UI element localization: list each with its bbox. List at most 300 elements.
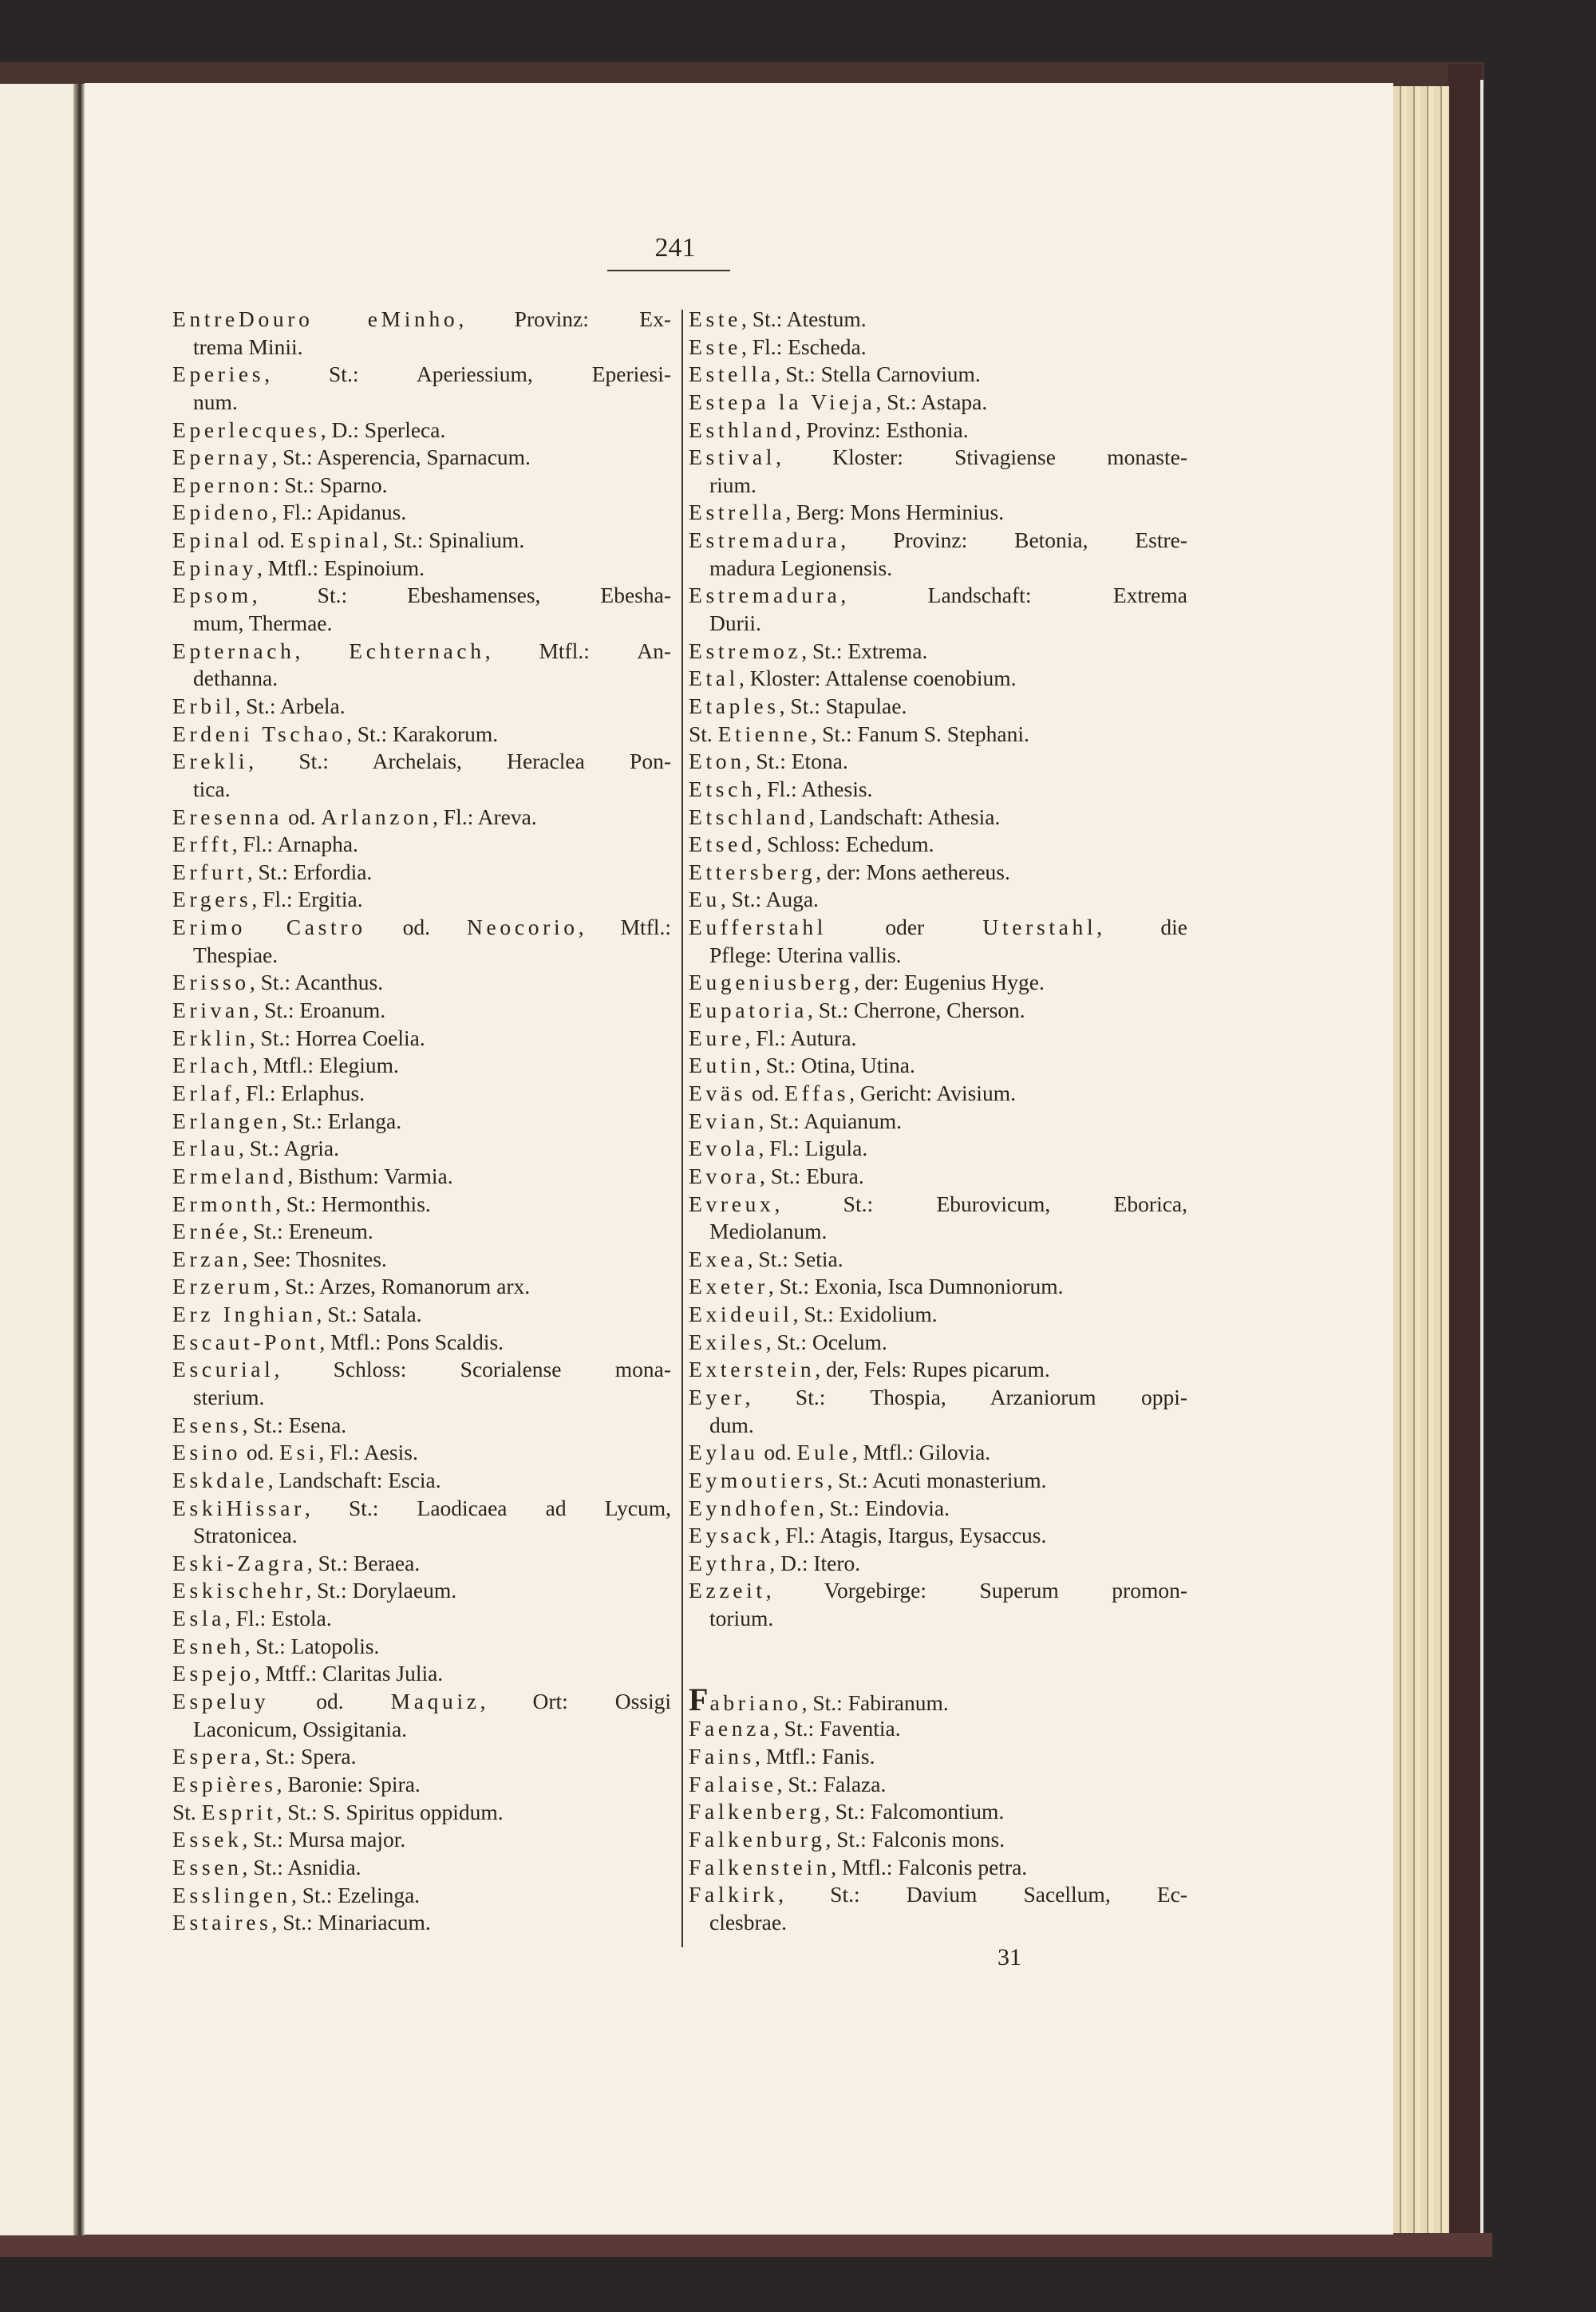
- dictionary-entry: [689, 804, 1187, 832]
- dictionary-entry: [172, 306, 671, 361]
- headword: Maquiz: [390, 1689, 480, 1714]
- headword: Espeluy: [172, 1689, 270, 1714]
- dictionary-entry: [172, 499, 671, 527]
- headword: Erlach: [172, 1053, 252, 1078]
- dictionary-entry: [172, 1301, 671, 1329]
- headword: Espera: [172, 1744, 255, 1769]
- definition-text: , Mtfl.: Fanis.: [754, 1744, 875, 1769]
- dictionary-entry: [689, 886, 1187, 914]
- headword: Eski-Zagra: [172, 1550, 307, 1575]
- entry-line: [172, 444, 671, 472]
- headword: Evora: [689, 1163, 760, 1188]
- dictionary-entry: [689, 582, 1187, 637]
- headword: Effas: [784, 1080, 850, 1105]
- definition-text: , St.: Exonia, Isca Dumnoniorum.: [768, 1274, 1064, 1299]
- headword: EntreDouro eMinho: [172, 306, 459, 331]
- entry-line: [172, 831, 671, 859]
- definition-text: , St.: Agria.: [238, 1136, 339, 1161]
- definition-text: , St.: Fanum S. Stephani.: [811, 721, 1029, 746]
- entry-line: [689, 638, 1187, 666]
- headword: Esens: [172, 1412, 243, 1437]
- entry-line: [689, 1439, 1187, 1467]
- headword: Fains: [689, 1744, 755, 1769]
- headword: Eskdale: [172, 1467, 268, 1492]
- entry-line: [172, 306, 671, 334]
- headword: Ermonth: [172, 1191, 275, 1216]
- headword: Eton: [689, 749, 745, 774]
- headword: Espejo: [172, 1661, 255, 1686]
- definition-text: , Mtfl.: Gilovia.: [851, 1440, 991, 1465]
- header-rule: [607, 270, 730, 271]
- dictionary-entry: [172, 1743, 671, 1771]
- headword: Eure: [689, 1025, 745, 1050]
- headword: Erfurt: [172, 859, 247, 884]
- definition-text: Thespiae.: [193, 942, 279, 967]
- definition-text: , St.: Horrea Coelia.: [249, 1025, 425, 1050]
- dictionary-entry: [172, 1080, 671, 1108]
- dictionary-entry: [172, 1412, 671, 1440]
- definition-text: od.: [251, 528, 290, 553]
- dictionary-entry: [689, 1715, 1187, 1743]
- definition-text: , St.: Ereneum.: [242, 1219, 373, 1244]
- definition-text: , St.: Falcomontium.: [824, 1799, 1005, 1824]
- headword: Etsch: [689, 776, 757, 801]
- dictionary-entry: [172, 1688, 671, 1743]
- definition-text: , St.: Auga.: [720, 887, 819, 912]
- entry-line: [689, 1246, 1187, 1274]
- definition-text: , St.: Atestum.: [741, 306, 867, 331]
- headword: Uterstahl: [982, 915, 1097, 940]
- entry-continuation: [172, 334, 671, 362]
- definition-text: , St.: Astapa.: [875, 389, 988, 414]
- definition-text: , St.: Esena.: [242, 1412, 347, 1437]
- entry-line: [689, 1826, 1187, 1854]
- dictionary-entry: [172, 831, 671, 859]
- definition-text: tica.: [193, 776, 231, 801]
- headword: Esino: [172, 1440, 242, 1465]
- definition-text: , St.: Etona.: [745, 749, 848, 774]
- headword: Eutin: [689, 1053, 755, 1078]
- dictionary-entry: [172, 1909, 671, 1937]
- headword: Espinal: [290, 528, 383, 553]
- definition-text: , St.: Eindovia.: [818, 1495, 950, 1520]
- headword: EskiHissar: [172, 1495, 305, 1520]
- dictionary-entry: [689, 444, 1187, 499]
- headword: Evreux: [689, 1191, 775, 1216]
- entry-line: [172, 1080, 671, 1108]
- entry-line: [172, 472, 671, 500]
- entry-list: [689, 306, 1187, 1633]
- dictionary-entry: [172, 417, 671, 445]
- dictionary-entry: [172, 1799, 671, 1827]
- headword: Epternach: [172, 638, 295, 663]
- entry-line: [689, 1356, 1187, 1384]
- dictionary-entry: [689, 693, 1187, 721]
- definition-text: , St.: Aperiessium, Eperiesi-: [264, 362, 671, 387]
- entry-line: [689, 1522, 1187, 1550]
- definition-text: Mediolanum.: [709, 1219, 828, 1244]
- headword: Esi: [279, 1440, 319, 1465]
- dictionary-entry: [689, 1550, 1187, 1578]
- entry-line: [172, 1688, 671, 1716]
- headword: Etschland: [689, 804, 809, 829]
- dictionary-entry: [172, 859, 671, 887]
- dictionary-entry: [689, 1854, 1187, 1882]
- definition-text: , St.: Asperencia, Sparnacum.: [271, 445, 531, 470]
- entry-line: [689, 1771, 1187, 1799]
- entry-line: [689, 1025, 1187, 1053]
- definition-text: , St.: Laodicaea ad Lycum,: [304, 1495, 671, 1520]
- entry-line: [689, 306, 1187, 334]
- dictionary-entry: [689, 1135, 1187, 1163]
- headword: Estella: [689, 362, 775, 387]
- headword: Exeter: [689, 1274, 768, 1299]
- entry-line: [689, 1577, 1187, 1605]
- headword: Echternach: [349, 638, 485, 663]
- definition-text: , Fl.: Arnapha.: [231, 832, 358, 857]
- dictionary-entry: [689, 1743, 1187, 1771]
- dictionary-entry: [689, 969, 1187, 997]
- entry-line: [689, 804, 1187, 832]
- headword: Eväs: [689, 1080, 747, 1105]
- headword: Eu: [689, 887, 721, 912]
- entry-line: [689, 444, 1187, 472]
- definition-text: Laconicum, Ossigitania.: [193, 1716, 408, 1741]
- entry-line: [689, 1163, 1187, 1191]
- headword: Evola: [689, 1136, 759, 1161]
- entry-line: [689, 1467, 1187, 1495]
- definition-text: , St.: Ebeshamenses, Ebesha-: [251, 583, 671, 608]
- headword: Erlau: [172, 1136, 239, 1161]
- entry-line: [172, 527, 671, 555]
- entry-line: [172, 1909, 671, 1937]
- definition-text: , Fl.: Ergitia.: [251, 887, 363, 912]
- left-column: [172, 306, 671, 1937]
- definition-text: , St.: Eburovicum, Eborica,: [774, 1191, 1187, 1216]
- entry-line: [172, 582, 671, 610]
- dictionary-entry: [689, 1163, 1187, 1191]
- headword: Eylau: [689, 1440, 759, 1465]
- definition-text: St.: [689, 721, 718, 746]
- entry-line: [689, 859, 1187, 887]
- dictionary-entry: [689, 1246, 1187, 1274]
- definition-text: , Gericht: Avisium.: [849, 1080, 1016, 1105]
- dictionary-entry: [689, 1771, 1187, 1799]
- entry-line: [689, 1384, 1187, 1412]
- headword: Esla: [172, 1606, 226, 1631]
- definition-text: , Mtfl.: An-: [484, 638, 671, 663]
- definition-text: dum.: [709, 1412, 754, 1437]
- headword: Falkirk: [689, 1882, 779, 1907]
- headword: Eule: [796, 1440, 852, 1465]
- definition-text: trema Minii.: [193, 334, 303, 359]
- entry-line: [689, 1108, 1187, 1136]
- definition-text: , St.: Ocelum.: [765, 1329, 887, 1354]
- headword: Escurial: [172, 1357, 275, 1382]
- headword: Eythra: [689, 1550, 770, 1575]
- headword: Erimo Castro: [172, 915, 366, 940]
- entry-continuation: [689, 610, 1187, 638]
- definition-text: , St.: Arzes, Romanorum arx.: [274, 1274, 531, 1299]
- dictionary-entry: [689, 776, 1187, 804]
- definition-text: , Schloss: Echedum.: [756, 832, 934, 857]
- entry-line: [172, 1771, 671, 1799]
- book-gutter: [73, 84, 85, 2235]
- entry-line: [689, 1881, 1187, 1909]
- headword: Eufferstahl: [689, 915, 828, 940]
- definition-text: Stratonicea.: [193, 1523, 298, 1548]
- definition-text: : St.: Sparno.: [272, 472, 388, 497]
- headword: Etal: [689, 666, 739, 691]
- entry-line: [689, 1495, 1187, 1523]
- headword: Erbil: [172, 693, 235, 718]
- headword: Falkenstein: [689, 1854, 832, 1879]
- dictionary-entry: [172, 444, 671, 472]
- headword: Este: [689, 306, 742, 331]
- dictionary-entry: [689, 748, 1187, 776]
- dictionary-entry: [689, 638, 1187, 666]
- headword: Estremoz: [689, 638, 802, 663]
- definition-text: , St.: Exidolium.: [792, 1302, 938, 1327]
- definition-text: , St.: Acuti monasterium.: [827, 1467, 1047, 1492]
- definition-text: clesbrae.: [709, 1909, 787, 1935]
- entry-line: [172, 499, 671, 527]
- dictionary-entry: [172, 1660, 671, 1688]
- dictionary-entry: [172, 1329, 671, 1357]
- headword: Epinal: [172, 528, 252, 553]
- definition-text: num.: [193, 389, 238, 414]
- entry-line: [689, 1715, 1187, 1743]
- column-divider: [681, 310, 683, 1947]
- headword: Erzan: [172, 1246, 243, 1271]
- entry-line: [689, 831, 1187, 859]
- definition-text: , St.: Falaza.: [776, 1771, 887, 1796]
- dictionary-entry: [172, 1025, 671, 1053]
- headword: Escaut-Pont: [172, 1329, 320, 1354]
- entry-line: [689, 1135, 1187, 1163]
- definition-text: , Bisthum: Varmia.: [287, 1163, 453, 1188]
- dictionary-entry: [172, 693, 671, 721]
- dictionary-entry: [172, 1108, 671, 1136]
- entry-continuation: [172, 389, 671, 417]
- headword: Arlanzon: [321, 804, 433, 829]
- headword: Esslingen: [172, 1882, 292, 1907]
- dictionary-entry: [689, 499, 1187, 527]
- definition-text: , Landschaft: Athesia.: [808, 804, 1001, 829]
- dictionary-entry: [172, 1550, 671, 1578]
- entry-line: [172, 1495, 671, 1523]
- entry-line: [172, 417, 671, 445]
- definition-text: , St.: Latopolis.: [244, 1633, 380, 1658]
- dictionary-entry: [689, 417, 1187, 445]
- entry-line: [172, 1025, 671, 1053]
- definition-text: , Fl.: Escheda.: [741, 334, 867, 359]
- entry-line: [172, 361, 671, 389]
- entry-line: [172, 1439, 671, 1467]
- dictionary-entry: [689, 1384, 1187, 1439]
- entry-continuation: [689, 1605, 1187, 1633]
- definition-text: od.: [282, 804, 322, 829]
- dictionary-entry: [689, 1329, 1187, 1357]
- dictionary-entry: [172, 1246, 671, 1274]
- entry-line: [689, 1080, 1187, 1108]
- entry-line: [172, 721, 671, 749]
- headword: Erfft: [172, 832, 232, 857]
- headword: Essek: [172, 1827, 243, 1852]
- definition-text: , Mtfl.: Elegium.: [251, 1053, 399, 1078]
- entry-line: [172, 1577, 671, 1605]
- definition-text: , St.: Acanthus.: [249, 970, 384, 995]
- entry-line: [172, 1356, 671, 1384]
- entry-line: [689, 748, 1187, 776]
- dictionary-entry: [689, 721, 1187, 749]
- definition-text: , Fl.: Ligula.: [758, 1136, 868, 1161]
- entry-line: [689, 721, 1187, 749]
- headword: Erlangen: [172, 1108, 282, 1133]
- dictionary-entry: [172, 1495, 671, 1550]
- dictionary-entry: [689, 1273, 1187, 1301]
- headword: Epernon: [172, 472, 273, 497]
- entry-line: [689, 361, 1187, 389]
- dictionary-entry: [689, 1108, 1187, 1136]
- headword: Faenza: [689, 1716, 773, 1741]
- entry-line: [172, 1273, 671, 1301]
- dictionary-entry: [689, 831, 1187, 859]
- dictionary-entry: [172, 1163, 671, 1191]
- headword: Epideno: [172, 500, 272, 525]
- definition-text: , St.: Thospia, Arzaniorum oppi-: [745, 1384, 1187, 1409]
- dictionary-entry: [172, 1273, 671, 1301]
- headword: Este: [689, 334, 742, 359]
- definition-text: , St.: Ebura.: [760, 1163, 864, 1188]
- dictionary-entry: [172, 527, 671, 555]
- entry-line: [689, 1743, 1187, 1771]
- definition-text: , St.: Aquianum.: [758, 1108, 903, 1133]
- entry-line: [172, 1301, 671, 1329]
- entry-line: [172, 997, 671, 1025]
- dictionary-entry: [689, 389, 1187, 417]
- book-cover-bottom: [0, 2233, 1492, 2257]
- entry-line: [172, 1052, 671, 1080]
- dictionary-entry: [689, 1495, 1187, 1523]
- definition-text: , St.: Stella Carnovium.: [774, 362, 981, 387]
- dictionary-entry: [172, 804, 671, 832]
- entry-line: [689, 1191, 1187, 1219]
- dictionary-entry: [689, 1025, 1187, 1053]
- entry-line: [172, 1163, 671, 1191]
- dictionary-entry: [172, 1052, 671, 1080]
- entry-line: [172, 1218, 671, 1246]
- definition-text: , St.: Otina, Utina.: [754, 1053, 915, 1078]
- definition-text: , D.: Itero.: [769, 1550, 861, 1575]
- dictionary-entry: [689, 1798, 1187, 1826]
- definition-text: , Fl.: Areva.: [433, 804, 537, 829]
- headword: Estival: [689, 445, 776, 470]
- headword: Eskischehr: [172, 1578, 306, 1603]
- dictionary-entry: [172, 886, 671, 914]
- definition-text: , der: Mons aethereus.: [816, 859, 1010, 884]
- definition-text: mum, Thermae.: [193, 611, 333, 636]
- entry-continuation: [172, 776, 671, 804]
- headword: Estrella: [689, 500, 786, 525]
- headword: Ezzeit: [689, 1578, 766, 1603]
- dictionary-entry: [689, 665, 1187, 693]
- entry-line: [689, 417, 1187, 445]
- definition-text: , Fl.: Apidanus.: [271, 500, 407, 525]
- entry-line: [172, 1329, 671, 1357]
- entry-line: [689, 1854, 1187, 1882]
- entry-line: [172, 859, 671, 887]
- definition-text: od.: [758, 1440, 797, 1465]
- entry-continuation: [172, 610, 671, 638]
- entry-line: [172, 1412, 671, 1440]
- dictionary-entry: [689, 1826, 1187, 1854]
- definition-text: madura Legionensis.: [709, 555, 893, 580]
- entry-line: [172, 1660, 671, 1688]
- definition-text: , der: Eugenius Hyge.: [853, 970, 1045, 995]
- entry-line: [689, 499, 1187, 527]
- entry-line: [172, 1743, 671, 1771]
- entry-continuation: [689, 1909, 1187, 1937]
- entry-continuation: [172, 1716, 671, 1744]
- headword: Esneh: [172, 1633, 245, 1658]
- headword: Erekli: [172, 749, 249, 774]
- definition-text: torium.: [709, 1606, 774, 1631]
- definition-text: , St.: Falconis mons.: [825, 1826, 1005, 1852]
- dictionary-entry: [689, 1080, 1187, 1108]
- definition-text: rium.: [709, 472, 757, 497]
- entry-line: [172, 804, 671, 832]
- headword: Eyndhofen: [689, 1495, 819, 1520]
- definition-text: , Berg: Mons Herminius.: [785, 500, 1005, 525]
- entry-line: [689, 1273, 1187, 1301]
- dictionary-entry: [172, 1356, 671, 1411]
- definition-text: , St.: Faventia.: [772, 1716, 901, 1741]
- dictionary-entry: [689, 1301, 1187, 1329]
- entry-line: [689, 1052, 1187, 1080]
- definition-text: , Landschaft: Extrema: [840, 583, 1187, 608]
- dictionary-entry: [172, 1771, 671, 1799]
- section-initial: F: [689, 1681, 710, 1717]
- dictionary-entry: [689, 997, 1187, 1025]
- headword: Eperies: [172, 362, 265, 387]
- definition-text: , St.: Erlanga.: [281, 1108, 402, 1133]
- dictionary-entry: [172, 969, 671, 997]
- headword: Exiles: [689, 1329, 766, 1354]
- entry-line: [172, 748, 671, 776]
- definition-text: , Fl.: Estola.: [225, 1606, 332, 1631]
- headword: Essen: [172, 1854, 243, 1879]
- dictionary-entry: [172, 582, 671, 637]
- dictionary-entry: [689, 1467, 1187, 1495]
- entry-line: [172, 1467, 671, 1495]
- headword: Falaise: [689, 1771, 777, 1796]
- headword: Estremadura: [689, 583, 841, 608]
- entry-continuation: [689, 1412, 1187, 1440]
- headword: Erz Inghian: [172, 1302, 317, 1327]
- dictionary-entry: [172, 1135, 671, 1163]
- entry-continuation: [689, 942, 1187, 970]
- entry-line: [689, 969, 1187, 997]
- definition-text: , Mtfl.:: [578, 915, 672, 940]
- dictionary-entry: [172, 1826, 671, 1854]
- entry-line: [689, 1329, 1187, 1357]
- definition-text: Pflege: Uterina vallis.: [709, 942, 902, 967]
- dictionary-entry: [172, 1577, 671, 1605]
- definition-text: , St.: Ezelinga.: [291, 1882, 421, 1907]
- dictionary-entry: [689, 1191, 1187, 1246]
- entry-continuation: [689, 472, 1187, 500]
